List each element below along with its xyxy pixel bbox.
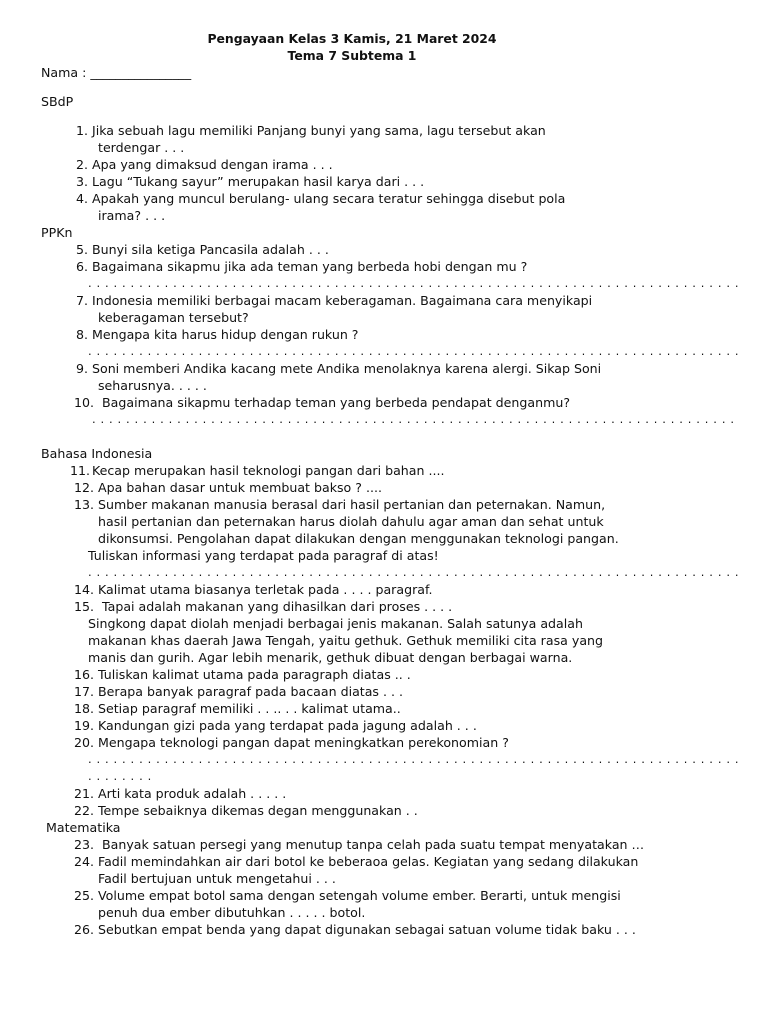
question-4-text: Apakah yang muncul berulang- ulang secara teratur sehingga disebut pola (92, 191, 566, 206)
question-19-text: Kandungan gizi pada yang terdapat pada jagung adalah . . . (98, 718, 477, 733)
reading-passage-line: Singkong dapat diolah menjadi berbagai jenis makanan. Salah satunya adalah (88, 616, 583, 631)
question-number: 8. (75, 327, 88, 342)
question-13-text-cont: dikonsumsi. Pengolahan dapat dilakukan dengan menggunakan teknologi pangan. (98, 531, 619, 546)
question-number: 20. (73, 735, 94, 750)
question-number: 16. (73, 667, 94, 682)
question-17-text: Berapa banyak paragraf pada bacaan diatas . . . (98, 684, 404, 699)
question-23-text: Banyak satuan persegi yang menutup tanpa celah pada suatu tempat menyatakan … (102, 837, 645, 852)
question-12-text: Apa bahan dasar untuk membuat bakso ? .... (98, 480, 382, 495)
question-number: 12. (73, 480, 94, 495)
question-number: 5. (75, 242, 88, 257)
question-10-text: Bagaimana sikapmu terhadap teman yang berbeda pendapat denganmu? (102, 395, 571, 410)
question-number: 18. (73, 701, 94, 716)
question-number: 2. (75, 157, 88, 172)
question-1-text: Jika sebuah lagu memiliki Panjang bunyi yang sama, lagu tersebut akan (92, 123, 546, 138)
question-7-text: Indonesia memiliki berbagai macam keberagaman. Bagaimana cara menyikapi (92, 293, 593, 308)
question-1-text-cont: terdengar . . . (98, 140, 185, 155)
question-number: 13. (73, 497, 94, 512)
question-13-instruction: Tuliskan informasi yang terdapat pada paragraf di atas! (88, 548, 439, 563)
answer-dotted-line: . . . . . . . . (88, 769, 152, 783)
answer-dotted-line: . . . . . . . . . . . . . . . . . . . . . . . . . . . . . . . . . . . . . . . . . . . . . . . . . . . . . . . . . . . . . . . . . . . . . . . . . . . . . (88, 752, 740, 766)
question-14-text: Kalimat utama biasanya terletak pada . . . . paragraf. (98, 582, 433, 597)
question-26-text: Sebutkan empat benda yang dapat digunakan sebagai satuan volume tidak baku . . . (98, 922, 636, 937)
question-4-text-cont: irama? . . . (98, 208, 166, 223)
answer-dotted-line: . . . . . . . . . . . . . . . . . . . . . . . . . . . . . . . . . . . . . . . . . . . . . . . . . . . . . . . . . . . . . . . . . . . . . . . . . . . . . (88, 565, 740, 579)
question-25-text-cont: penuh dua ember dibutuhkan . . . . . botol. (98, 905, 366, 920)
reading-passage-line: makanan khas daerah Jawa Tengah, yaitu gethuk. Gethuk memiliki cita rasa yang (88, 633, 604, 648)
question-13-text: Sumber makanan manusia berasal dari hasil pertanian dan peternakan. Namun, (98, 497, 606, 512)
question-25-text: Volume empat botol sama dengan setengah volume ember. Berarti, untuk mengisi (98, 888, 621, 903)
question-number: 25. (73, 888, 94, 903)
reading-passage-line: manis dan gurih. Agar lebih menarik, gethuk dibuat dengan berbagai warna. (88, 650, 573, 665)
question-number: 22. (73, 803, 94, 818)
question-15-text: Tapai adalah makanan yang dihasilkan dari proses . . . . (102, 599, 453, 614)
section-matematika: Matematika (46, 820, 121, 835)
section-bahasa-indonesia: Bahasa Indonesia (41, 446, 153, 461)
worksheet-subtitle: Tema 7 Subtema 1 (287, 48, 417, 63)
answer-dotted-line: . . . . . . . . . . . . . . . . . . . . . . . . . . . . . . . . . . . . . . . . . . . . . . . . . . . . . . . . . . . . . . . . . . . . . . . . . . . . (92, 412, 735, 426)
question-16-text: Tuliskan kalimat utama pada paragraph diatas .. . (98, 667, 411, 682)
question-3-text: Lagu “Tukang sayur” merupakan hasil karya dari . . . (92, 174, 425, 189)
section-ppkn: PPKn (41, 225, 73, 240)
question-6-text: Bagaimana sikapmu jika ada teman yang berbeda hobi dengan mu ? (92, 259, 528, 274)
question-18-text: Setiap paragraf memiliki . . .. . . kalimat utama.. (98, 701, 401, 716)
question-number: 10. (73, 395, 94, 410)
question-number: 15. (73, 599, 94, 614)
question-2-text: Apa yang dimaksud dengan irama . . . (92, 157, 333, 172)
question-number: 23. (73, 837, 94, 852)
question-number: 17. (73, 684, 94, 699)
question-number: 4. (75, 191, 88, 206)
worksheet-title: Pengayaan Kelas 3 Kamis, 21 Maret 2024 (207, 31, 497, 46)
question-22-text: Tempe sebaiknya dikemas degan menggunakan . . (98, 803, 418, 818)
question-number: 14. (73, 582, 94, 597)
answer-dotted-line: . . . . . . . . . . . . . . . . . . . . . . . . . . . . . . . . . . . . . . . . . . . . . . . . . . . . . . . . . . . . . . . . . . . . . . . . . . . . . (88, 344, 740, 358)
section-sbdp: SBdP (41, 94, 74, 109)
question-number: 7. (75, 293, 88, 308)
question-20-text: Mengapa teknologi pangan dapat meningkatkan perekonomian ? (98, 735, 509, 750)
question-number: 19. (73, 718, 94, 733)
answer-dotted-line: . . . . . . . . . . . . . . . . . . . . . . . . . . . . . . . . . . . . . . . . . . . . . . . . . . . . . . . . . . . . . . . . . . . . . . . . . . . . . (88, 276, 740, 290)
question-13-text-cont: hasil pertanian dan peternakan harus diolah dahulu agar aman dan sehat untuk (98, 514, 604, 529)
question-number: 1. (75, 123, 88, 138)
question-21-text: Arti kata produk adalah . . . . . (98, 786, 287, 801)
question-9-text-cont: seharusnya. . . . . (98, 378, 207, 393)
question-24-text: Fadil memindahkan air dari botol ke beberaoa gelas. Kegiatan yang sedang dilakukan (98, 854, 639, 869)
question-number: 21. (73, 786, 94, 801)
question-7-text-cont: keberagaman tersebut? (98, 310, 249, 325)
question-number: 6. (75, 259, 88, 274)
question-number: 9. (75, 361, 88, 376)
question-8-text: Mengapa kita harus hidup dengan rukun ? (92, 327, 359, 342)
name-field: Nama : ________________ (41, 65, 192, 80)
question-5-text: Bunyi sila ketiga Pancasila adalah . . . (92, 242, 329, 257)
question-11-text: Kecap merupakan hasil teknologi pangan dari bahan .... (92, 463, 445, 478)
question-number: 11. (69, 463, 90, 478)
question-24-text-cont: Fadil bertujuan untuk mengetahui . . . (98, 871, 336, 886)
question-number: 24. (73, 854, 94, 869)
question-number: 3. (75, 174, 88, 189)
question-number: 26. (73, 922, 94, 937)
question-9-text: Soni memberi Andika kacang mete Andika menolaknya karena alergi. Sikap Soni (92, 361, 602, 376)
